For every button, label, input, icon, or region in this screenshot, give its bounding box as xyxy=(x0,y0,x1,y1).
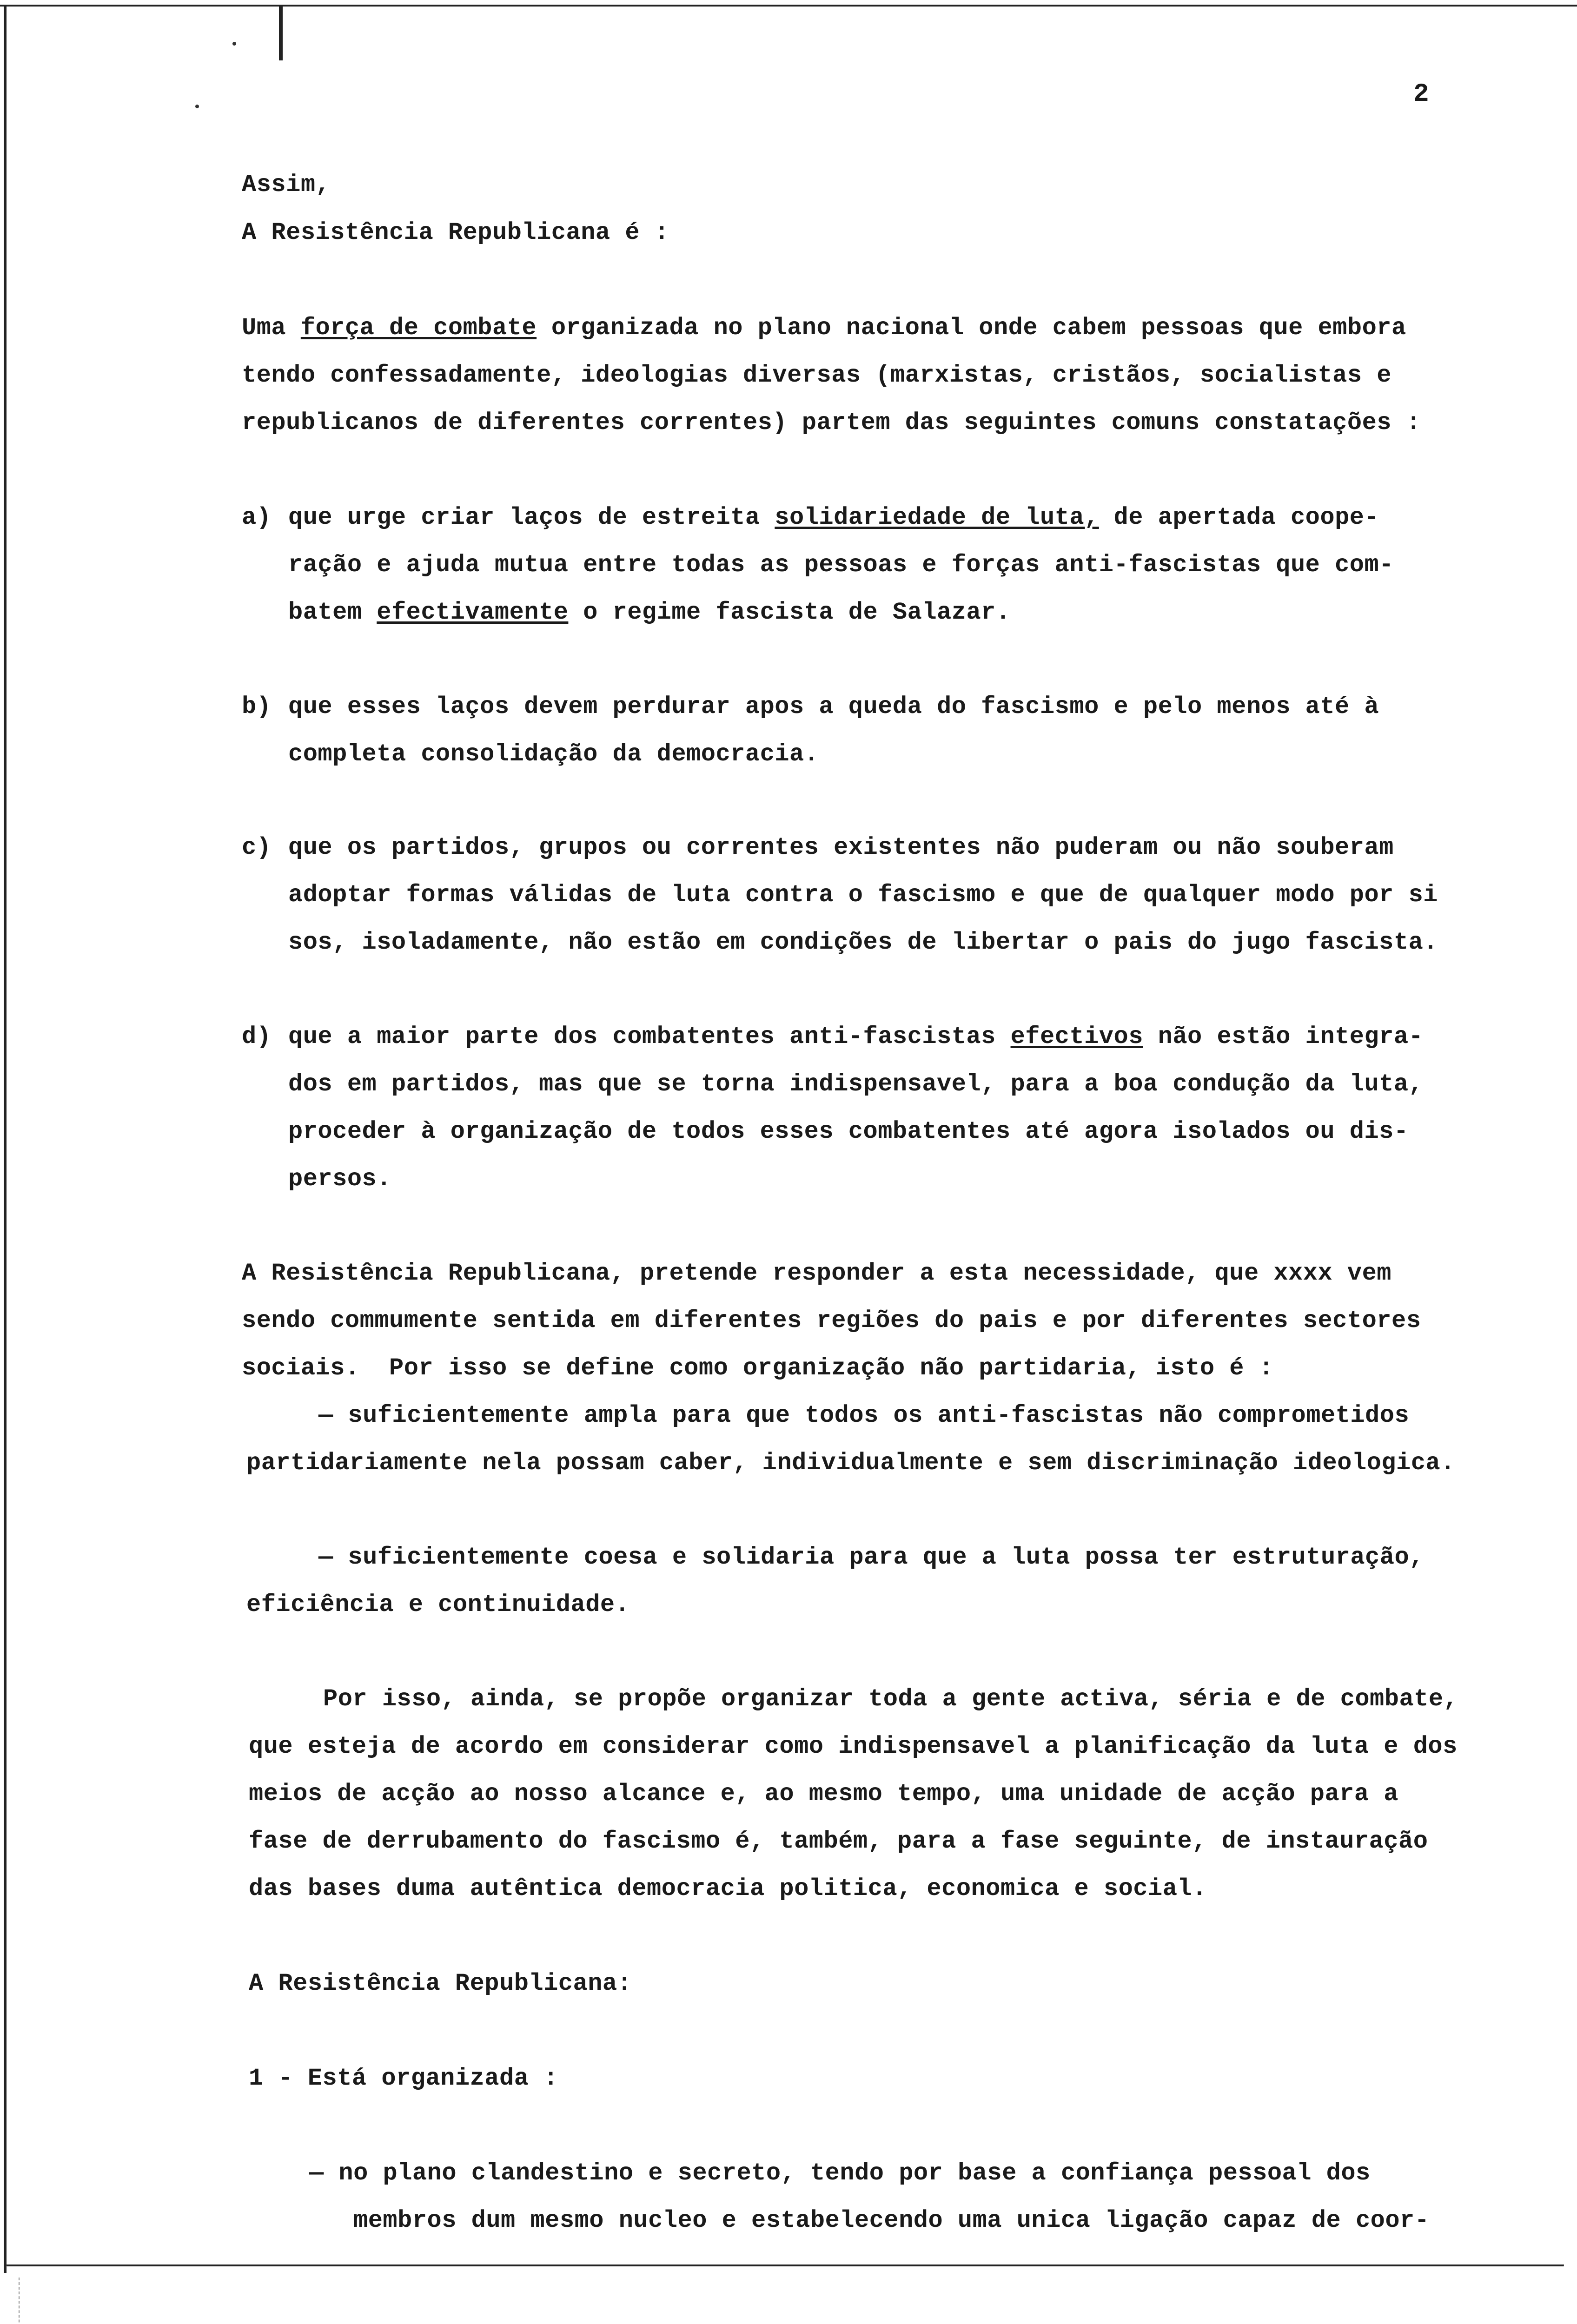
isso-line: das bases duma autêntica democracia politica, economica e social. xyxy=(249,1875,1207,1902)
resp-line: — suficientemente ampla para que todos os anti-fascistas não comprometidos xyxy=(318,1402,1410,1429)
resp-line: sociais. Por isso se define como organização não partidaria, isto é : xyxy=(242,1354,1274,1382)
underlined-phrase: efectivos xyxy=(1010,1023,1143,1050)
item-marker: d) xyxy=(242,1023,272,1050)
item-b-line: completa consolidação da democracia. xyxy=(288,740,819,768)
item-marker: a) xyxy=(242,504,272,531)
speck xyxy=(195,105,199,108)
underlined-phrase: força de combate xyxy=(300,314,537,342)
item-c-line: adoptar formas válidas de luta contra o fascismo e que de qualquer modo por si xyxy=(288,881,1438,909)
item-d-line: persos. xyxy=(288,1165,391,1193)
salutation: Assim, xyxy=(242,171,331,198)
item-a-line: batem efectivamente o regime fascista de Salazar. xyxy=(288,599,1011,626)
underlined-phrase: efectivamente xyxy=(377,599,569,626)
item-d-line: que a maior parte dos combatentes anti-fascistas efectivos não estão integra- xyxy=(288,1023,1424,1050)
closing-heading: A Resistência Republicana: xyxy=(249,1970,632,1997)
page-number: 2 xyxy=(1413,79,1429,109)
speck xyxy=(232,42,236,46)
item-marker: c) xyxy=(242,834,272,861)
item-a-line: que urge criar laços de estreita solidariedade de luta, de apertada coope- xyxy=(288,504,1379,531)
item-d-line: proceder à organização de todos esses combatentes até agora isolados ou dis- xyxy=(288,1118,1409,1145)
isso-line: fase de derrubamento do fascismo é, também, para a fase seguinte, de instauração xyxy=(249,1828,1428,1855)
item-d-line: dos em partidos, mas que se torna indispensavel, para a boa condução da luta, xyxy=(288,1070,1424,1098)
item-a-line: ração e ajuda mutua entre todas as pessoas e forças anti-fascistas que com- xyxy=(288,551,1394,579)
intro-line: republicanos de diferentes correntes) partem das seguintes comuns constatações : xyxy=(242,409,1421,436)
page-top-edge xyxy=(0,5,1577,7)
isso-line: Por isso, ainda, se propõe organizar toda a gente activa, séria e de combate, xyxy=(323,1685,1458,1713)
page-left-edge xyxy=(4,5,7,2273)
binder-mark xyxy=(279,5,283,60)
isso-line: que esteja de acordo em considerar como indispensavel a planificação da luta e dos xyxy=(249,1733,1458,1760)
item-c-line: sos, isoladamente, não estão em condições de libertar o pais do jugo fascista. xyxy=(288,929,1438,956)
underlined-phrase: solidariedade de luta, xyxy=(775,504,1099,531)
item-marker: b) xyxy=(242,693,272,720)
isso-line: meios de acção ao nosso alcance e, ao mesmo tempo, uma unidade de acção para a xyxy=(249,1780,1398,1808)
closing-item: 1 - Está organizada : xyxy=(249,2065,558,2092)
closing-subitem: — no plano clandestino e secreto, tendo por base a confiança pessoal dos xyxy=(309,2159,1371,2187)
intro-line: Uma força de combate organizada no plano nacional onde cabem pessoas que embora xyxy=(242,314,1406,342)
closing-subitem: membros dum mesmo nucleo e estabelecendo uma unica ligação capaz de coor- xyxy=(353,2207,1430,2234)
intro-line: tendo confessadamente, ideologias diversas (marxistas, cristãos, socialistas e xyxy=(242,362,1391,389)
item-c-line: que os partidos, grupos ou correntes existentes não puderam ou não souberam xyxy=(288,834,1394,861)
page-bottom-edge xyxy=(7,2265,1564,2273)
underlying-page-edge xyxy=(0,2278,20,2324)
resp-line: sendo commumente sentida em diferentes regiões do pais e por diferentes sectores xyxy=(242,1307,1421,1334)
resp-line: eficiência e continuidade. xyxy=(246,1591,630,1618)
resp-line: — suficientemente coesa e solidaria para que a luta possa ter estruturação, xyxy=(318,1544,1424,1571)
item-b-line: que esses laços devem perdurar apos a queda do fascismo e pelo menos até à xyxy=(288,693,1379,720)
page-heading: A Resistência Republicana é : xyxy=(242,219,669,246)
resp-line: A Resistência Republicana, pretende responder a esta necessidade, que xxxx vem xyxy=(242,1260,1391,1287)
resp-line: partidariamente nela possam caber, individualmente e sem discriminação ideologica. xyxy=(246,1449,1455,1477)
